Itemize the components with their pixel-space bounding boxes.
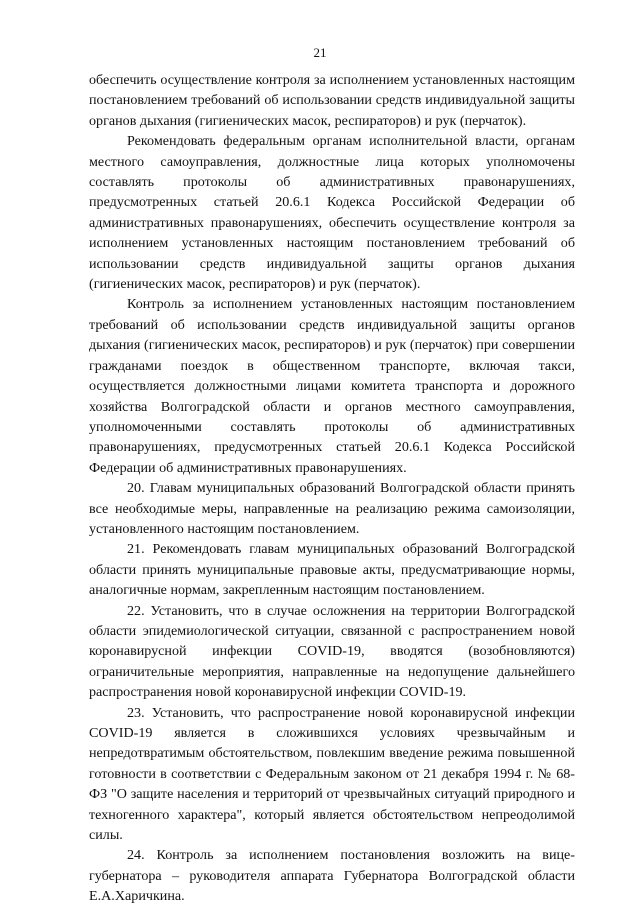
paragraph-transport-control: Контроль за исполнением установленных настоящим постановлением требований об использовании средств индивидуальной защиты органов дыхания (гигиенических масок, респираторов) и рук (перчаток) при совершении гражданами поездок в общественном транспорте, включая такси, осуществляется должностными лицами комитета транспорта и дорожного хозяйства Волгоградской области и органов местного самоуправления, уполномоченными составлять протоколы об административных правонарушениях, предусмотренных статьей 20.6.1 Кодекса Российской Федерации об административных правонарушениях. <box>89 296 575 476</box>
paragraph-item-24: 24. Контроль за исполнением постановления возложить на вице-губернатора – руководителя аппарата Губернатора Волгоградской области Е.А.Харичкина. <box>89 847 575 905</box>
page-number: 21 <box>313 45 327 60</box>
paragraph-item-21: 21. Рекомендовать главам муниципальных образований Волгоградской области принять муниципальные правовые акты, предусматривающие нормы, аналогичные нормам, закрепленным настоящим постановлением. <box>89 541 575 599</box>
paragraph-federal-bodies-recommendation: Рекомендовать федеральным органам исполнительной власти, органам местного самоуправления, должностные лица которых уполномочены составлять протоколы об административных правонарушениях, предусмотренных статьей 20.6.1 Кодекса Российской Федерации об административных правонарушениях, обеспечить осуществление контроля за исполнением установленных настоящим постановлением требований об использовании средств индивидуальной защиты органов дыхания (гигиенических масок, респираторов) и рук (перчаток). <box>89 133 575 293</box>
paragraph-item-20: 20. Главам муниципальных образований Волгоградской области принять все необходимые меры, направленные на реализацию режима самоизоляции, установленного настоящим постановлением. <box>89 480 575 537</box>
paragraph-item-23: 23. Установить, что распространение новой коронавирусной инфекции COVID-19 является в сложившихся условиях чрезвычайным и непредотвратимым обстоятельством, повлекшим введение режима повышенной готовности в соответствии с Федеральным законом от 21 декабря 1994 г. № 68-ФЗ "О защите населения и территорий от чрезвычайных ситуаций природного и техногенного характера", который является обстоятельством непреодолимой силы. <box>89 704 575 844</box>
document-body <box>89 70 575 907</box>
paragraph-continuation: обеспечить осуществление контроля за исполнением установленных настоящим постановлением требований об использовании средств индивидуальной защиты органов дыхания (гигиенических масок, респираторов) и рук (перчаток). <box>89 72 575 129</box>
paragraph-item-22: 22. Установить, что в случае осложнения на территории Волгоградской области эпидемиологической ситуации, связанной с распространением новой коронавирусной инфекции COVID-19, вводятся (возобновляются) ограничительные мероприятия, направленные на недопущение дальнейшего распространения новой коронавирусной инфекции COVID-19. <box>89 602 575 701</box>
